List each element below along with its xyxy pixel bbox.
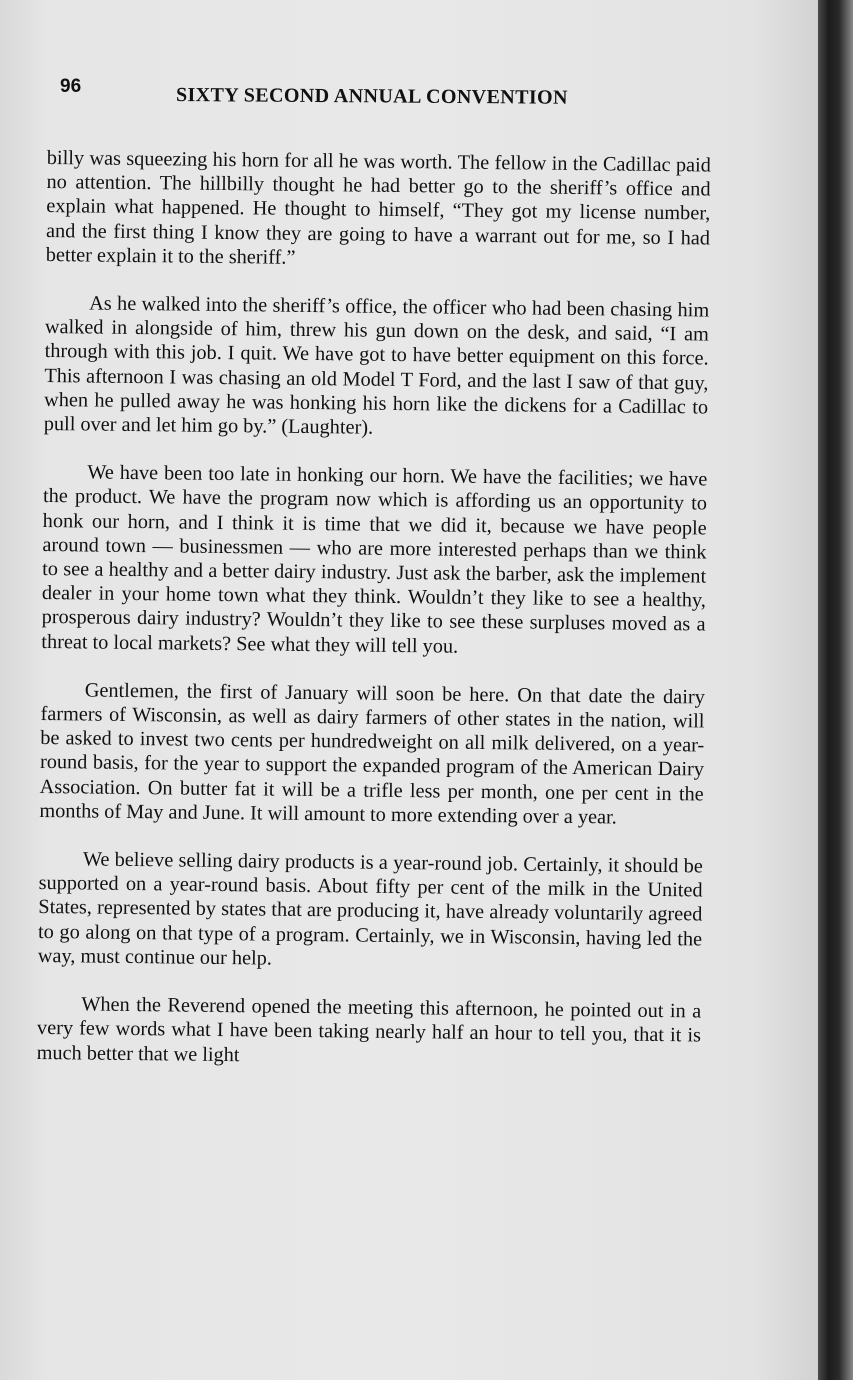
running-head: SIXTY SECOND ANNUAL CONVENTION — [175, 84, 568, 109]
paragraph-2: As he walked into the sheriff’s office, the officer who had been chasing him walked in alongside of him, threw his gun down on the desk, and said, “I am through with this job. I quit. We have got to have better equipment on this force. This afternoon I was chasing an old Model T Ford, and the last I saw of that guy, when he pulled away he was honking his horn like the dickens for a Cadillac to pull over and let him go by.” (Laughter). — [43, 292, 710, 439]
paragraph-3: We have been too late in honking our horn. We have the facilities; we have the product. We have the program now which is affording us an opportunity to honk our horn, and I think it is time that we did it, because we have people around town — businessmen — who are more interested perhaps than we think to see a healthy and a better dairy industry. Just ask the barber, ask the implement dealer in your home town what they think. Wouldn’t they like to see a healthy, prosperous dairy industry? Wouldn’t they like to see these surpluses moved as a threat to local markets? See what they will tell you. — [41, 461, 708, 658]
body-text — [36, 146, 711, 1096]
book-spine-shadow — [818, 0, 853, 1380]
paragraph-1: billy was squeezing his horn for all he was worth. The fellow in the Cadillac paid no attention. The hillbilly thought he had better go to the sheriff’s office and explain what happened. He thought to himself, “They got my license number, and the first thing I know they are going to have a warrant out for me, so I had better explain it to the sheriff.” — [45, 146, 711, 269]
paragraph-4: Gentlemen, the first of January will soon be here. On that date the dairy farmers of Wisconsin, as well as dairy farmers of other states in the nation, will be asked to invest two cents per hundredweight on all milk delivered, on a year-round basis, for the year to support the expanded program of the American Dairy Association. On butter fat it will be a trifle less per month, one per cent in the months of May and June. It will amount to more extending over a year. — [39, 679, 705, 829]
paragraph-5: We believe selling dairy products is a year-round job. Certainly, it should be supported on a year-round basis. About fifty per cent of the milk in the United States, represented by states that are producing it, have already voluntarily agreed to go along on that type of a program. Certainly, we in Wisconsin, having led the way, must continue our help. — [37, 848, 703, 970]
page-header — [60, 72, 720, 112]
paragraph-6: When the Reverend opened the meeting this afternoon, he pointed out in a very few words what I have been taking nearly half an hour to tell you, that it is much better that we light — [36, 993, 702, 1066]
page-number: 96 — [60, 76, 82, 97]
